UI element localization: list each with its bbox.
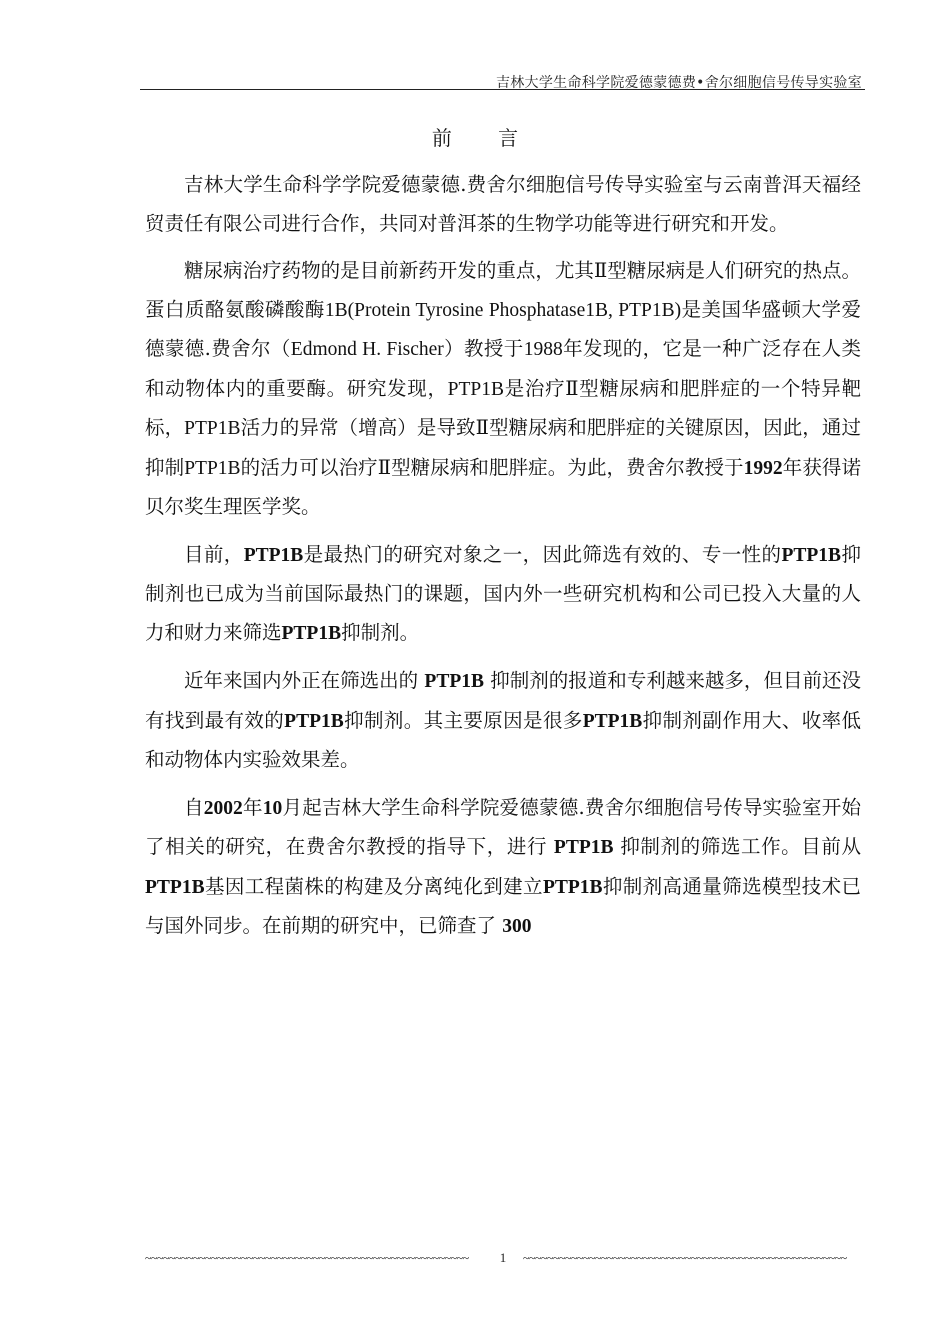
header-rule — [140, 89, 865, 90]
running-header: 吉林大学生命科学院爱德蒙德费•舍尔细胞信号传导实验室 — [495, 75, 862, 91]
page-footer — [145, 1250, 861, 1266]
p3-text-g: 抑制剂。 — [341, 620, 420, 644]
paragraph-3 — [145, 536, 861, 654]
paragraph-5 — [145, 789, 861, 947]
p3-text-a: 目前， — [184, 542, 244, 566]
p5-ptp1b-2: PTP1B — [145, 876, 205, 898]
page-title: 前 言 — [431, 126, 539, 150]
body-text — [145, 166, 861, 947]
p2-text-k: 活力的异常（增高）是导致Ⅱ型糖尿病和肥胖症的关键原因，因此，通过抑制 — [145, 416, 861, 479]
p2-ptp1b-2: PTP1B — [184, 418, 241, 439]
p2-text-o: 年获得诺贝尔奖生理医学奖。 — [145, 455, 861, 518]
p3-ptp1b-1: PTP1B — [243, 544, 304, 566]
p3-text-c: 是最热门的研究对象之一，因此筛选有效的、专一性的 — [303, 542, 782, 566]
p2-enzyme-name: 1B(Protein Tyrosine Phosphatase1B, PTP1B) — [324, 299, 682, 321]
p5-text-c: 年 — [242, 795, 263, 819]
p5-text-k: 抑制剂高通量筛选模型技术已与国外同步。在前期的研究中，已筛查了 — [145, 874, 861, 937]
p2-text-a: 糖尿病治疗药物的是目前新药开发的重点，尤其Ⅱ型糖尿病是人们研究的热点。蛋白质酪氨酸磷酸酶 — [145, 259, 861, 321]
p2-person-name: Edmond H. Fischer — [290, 339, 444, 360]
p2-year-1988: 1988 — [523, 339, 563, 360]
p3-ptp1b-2: PTP1B — [781, 544, 842, 566]
paragraph-2 — [145, 252, 861, 527]
p2-text-c: 是美国华盛顿大学爱德蒙德.费舍尔（ — [145, 297, 861, 360]
p5-text-i: 基因工程菌株的构建及分离纯化到建立 — [204, 874, 543, 898]
p3-ptp1b-3: PTP1B — [281, 622, 342, 644]
p4-text-a: 近年来国内外正在筛选出的 — [184, 669, 419, 692]
p2-text-e: ）教授于 — [443, 337, 524, 360]
p5-ptp1b-1: PTP1B — [553, 837, 614, 858]
p2-ptp1b-1: PTP1B — [447, 378, 505, 400]
p5-text-a: 自 — [184, 795, 204, 819]
footer-rule-right: ~~~~~~~~~~~~~~~~~~~~~~~~~~~~~~~~~~~~~~~~~~~~~~~~~~~~~~ — [523, 1250, 847, 1265]
p2-text-i: 是治疗Ⅱ型糖尿病和肥胖症的一个特异靶标， — [145, 376, 861, 439]
p3-text-e: 抑制剂也已成为当前国际最热门的课题，国内外一些研究机构和公司已投入大量的人力和财力来筛选 — [145, 542, 861, 644]
p4-text-g: 抑制剂副作用大、收率低和动物体内实验效果差。 — [145, 708, 861, 771]
p5-ptp1b-3: PTP1B — [542, 876, 603, 898]
p4-ptp1b-3: PTP1B — [582, 710, 643, 732]
p5-text-g: 抑制剂的筛选工作。目前从 — [620, 835, 861, 858]
p5-month-10: 10 — [262, 797, 283, 819]
p5-text-e: 月起吉林大学生命科学院爱德蒙德.费舍尔细胞信号传导实验室开始了相关的研究，在费舍尔教授的指导下，进行 — [145, 795, 861, 858]
page-number: 1 — [499, 1250, 507, 1265]
paragraph-4 — [145, 662, 861, 780]
p2-year-1992: 1992 — [743, 457, 783, 479]
p2-text-g: 年发现的，它是一种广泛存在人类和动物体内的重要酶。研究发现， — [145, 337, 861, 400]
paragraph-1: 吉林大学生命科学学院爱德蒙德.费舍尔细胞信号传导实验室与云南普洱天福经贸责任有限公司进行合作，共同对普洱茶的生物学功能等进行研究和开发。 — [145, 173, 861, 235]
p2-ptp1b-3: PTP1B — [184, 457, 241, 479]
p2-text-m: 的活力可以治疗Ⅱ型糖尿病和肥胖症。为此，费舍尔教授于 — [240, 455, 744, 479]
p4-text-c: 抑制剂的报道和专利越来越多，但目前还没有找到最有效的 — [145, 669, 861, 732]
p5-count-300: 300 — [502, 916, 532, 937]
p4-ptp1b-2: PTP1B — [284, 710, 344, 732]
p5-year-2002: 2002 — [203, 797, 243, 819]
p4-text-e: 抑制剂。其主要原因是很多 — [343, 708, 583, 732]
p4-ptp1b-1: PTP1B — [424, 671, 484, 692]
footer-rule-left: ~~~~~~~~~~~~~~~~~~~~~~~~~~~~~~~~~~~~~~~~~~~~~~~~~~~~~~ — [145, 1250, 469, 1265]
